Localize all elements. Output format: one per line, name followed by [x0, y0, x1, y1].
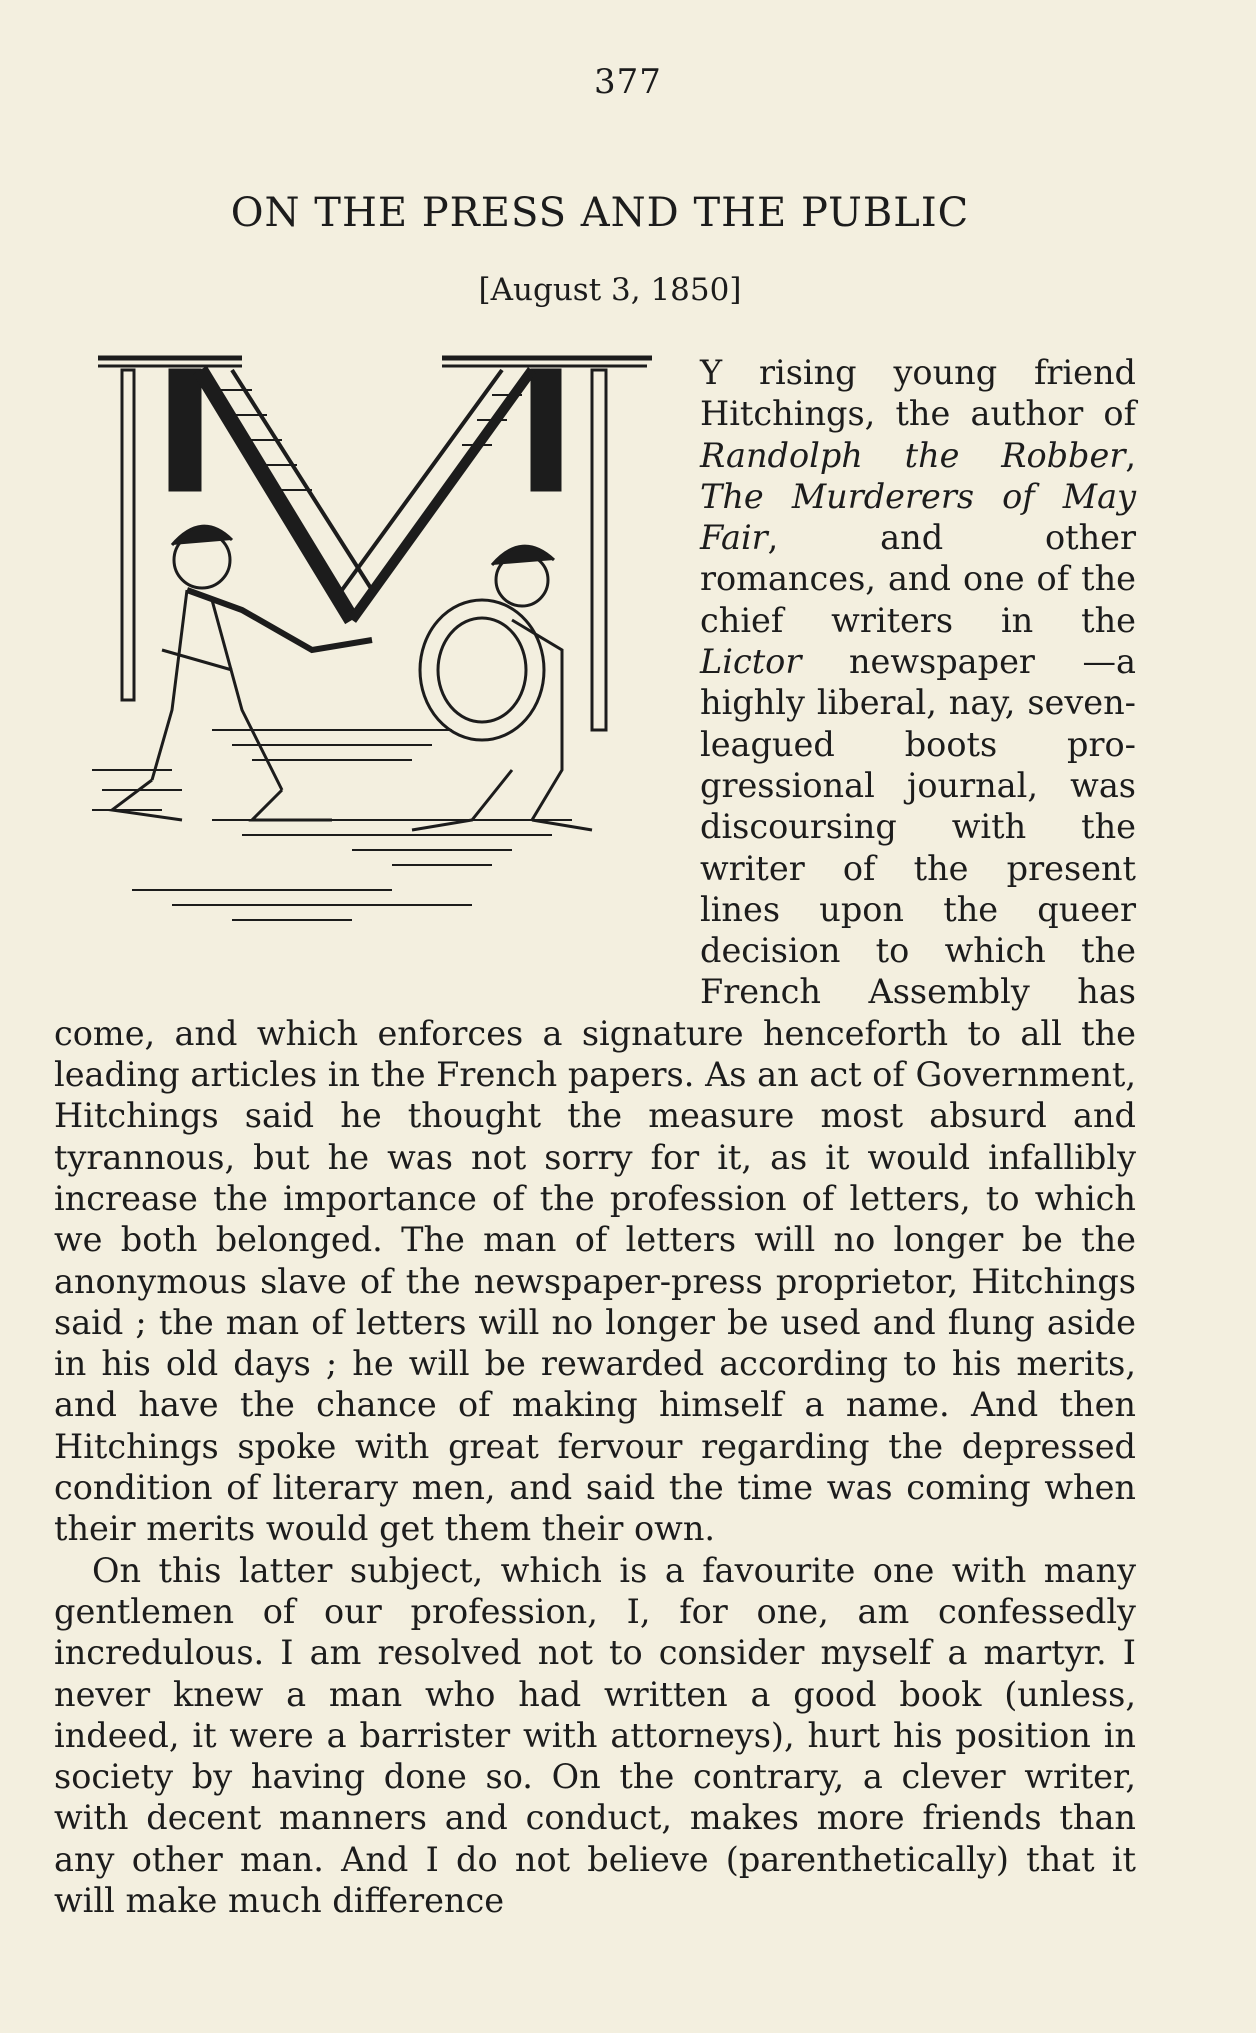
article-body: [54, 352, 1136, 1921]
segment: Y rising young friend Hitchings, the author of: [700, 353, 1136, 434]
book-title: Randolph the Robber: [700, 435, 1126, 475]
segment: On this latter subject, which is a favourite one with many gentlemen of our profession, I, for one, am confessedly incredulous. I am resolved not to consider myself a martyr. I never knew a man who had written a good book (unless, indeed, it were a barrister with attorneys), hurt his position in society by having done so. On the contrary, a clever writer, with decent manners and conduct, makes more friends than any other man. And I do not believe (parenthetically) that it will make much difference: [54, 1550, 1136, 1920]
chapter-date: [August 3, 1850]: [478, 272, 742, 308]
chapter-title: ON THE PRESS AND THE PUBLIC: [230, 190, 970, 236]
illustration-space: [54, 352, 700, 994]
page-number: 377: [594, 62, 662, 102]
newspaper-name: Lictor: [700, 642, 802, 682]
segment: ,: [1125, 435, 1136, 475]
book-title: The Murderers of May Fair: [700, 476, 1136, 558]
segment: newspaper —a highly liberal, nay, seven-leagued boots progressional journal, was discoursing with the writer of the present lines upon the queer decision to which the French Assembly has come, and which enforces a signature henceforth to all the leading articles in the French papers. As an act of Government, Hitchings said he thought the measure most absurd and tyrannous, but he was not sorry for it, as it would infallibly increase the importance of the profession of letters, to which we both belonged. The man of letters will no longer be the anonymous slave of the newspaper-press proprietor, Hitchings said ; the man of letters will no longer be used and flung aside in his old days ; he will be rewarded according to his merits, and have the chance of making himself a name. And then Hitchings spoke with great fervour regarding the depressed condition of literary men, and said the time was coming when their merits would get them their own.: [54, 642, 1136, 1549]
segment: , and other romances, and one of the chief writers in the: [700, 518, 1136, 640]
paragraph-2: [54, 1550, 1136, 1922]
